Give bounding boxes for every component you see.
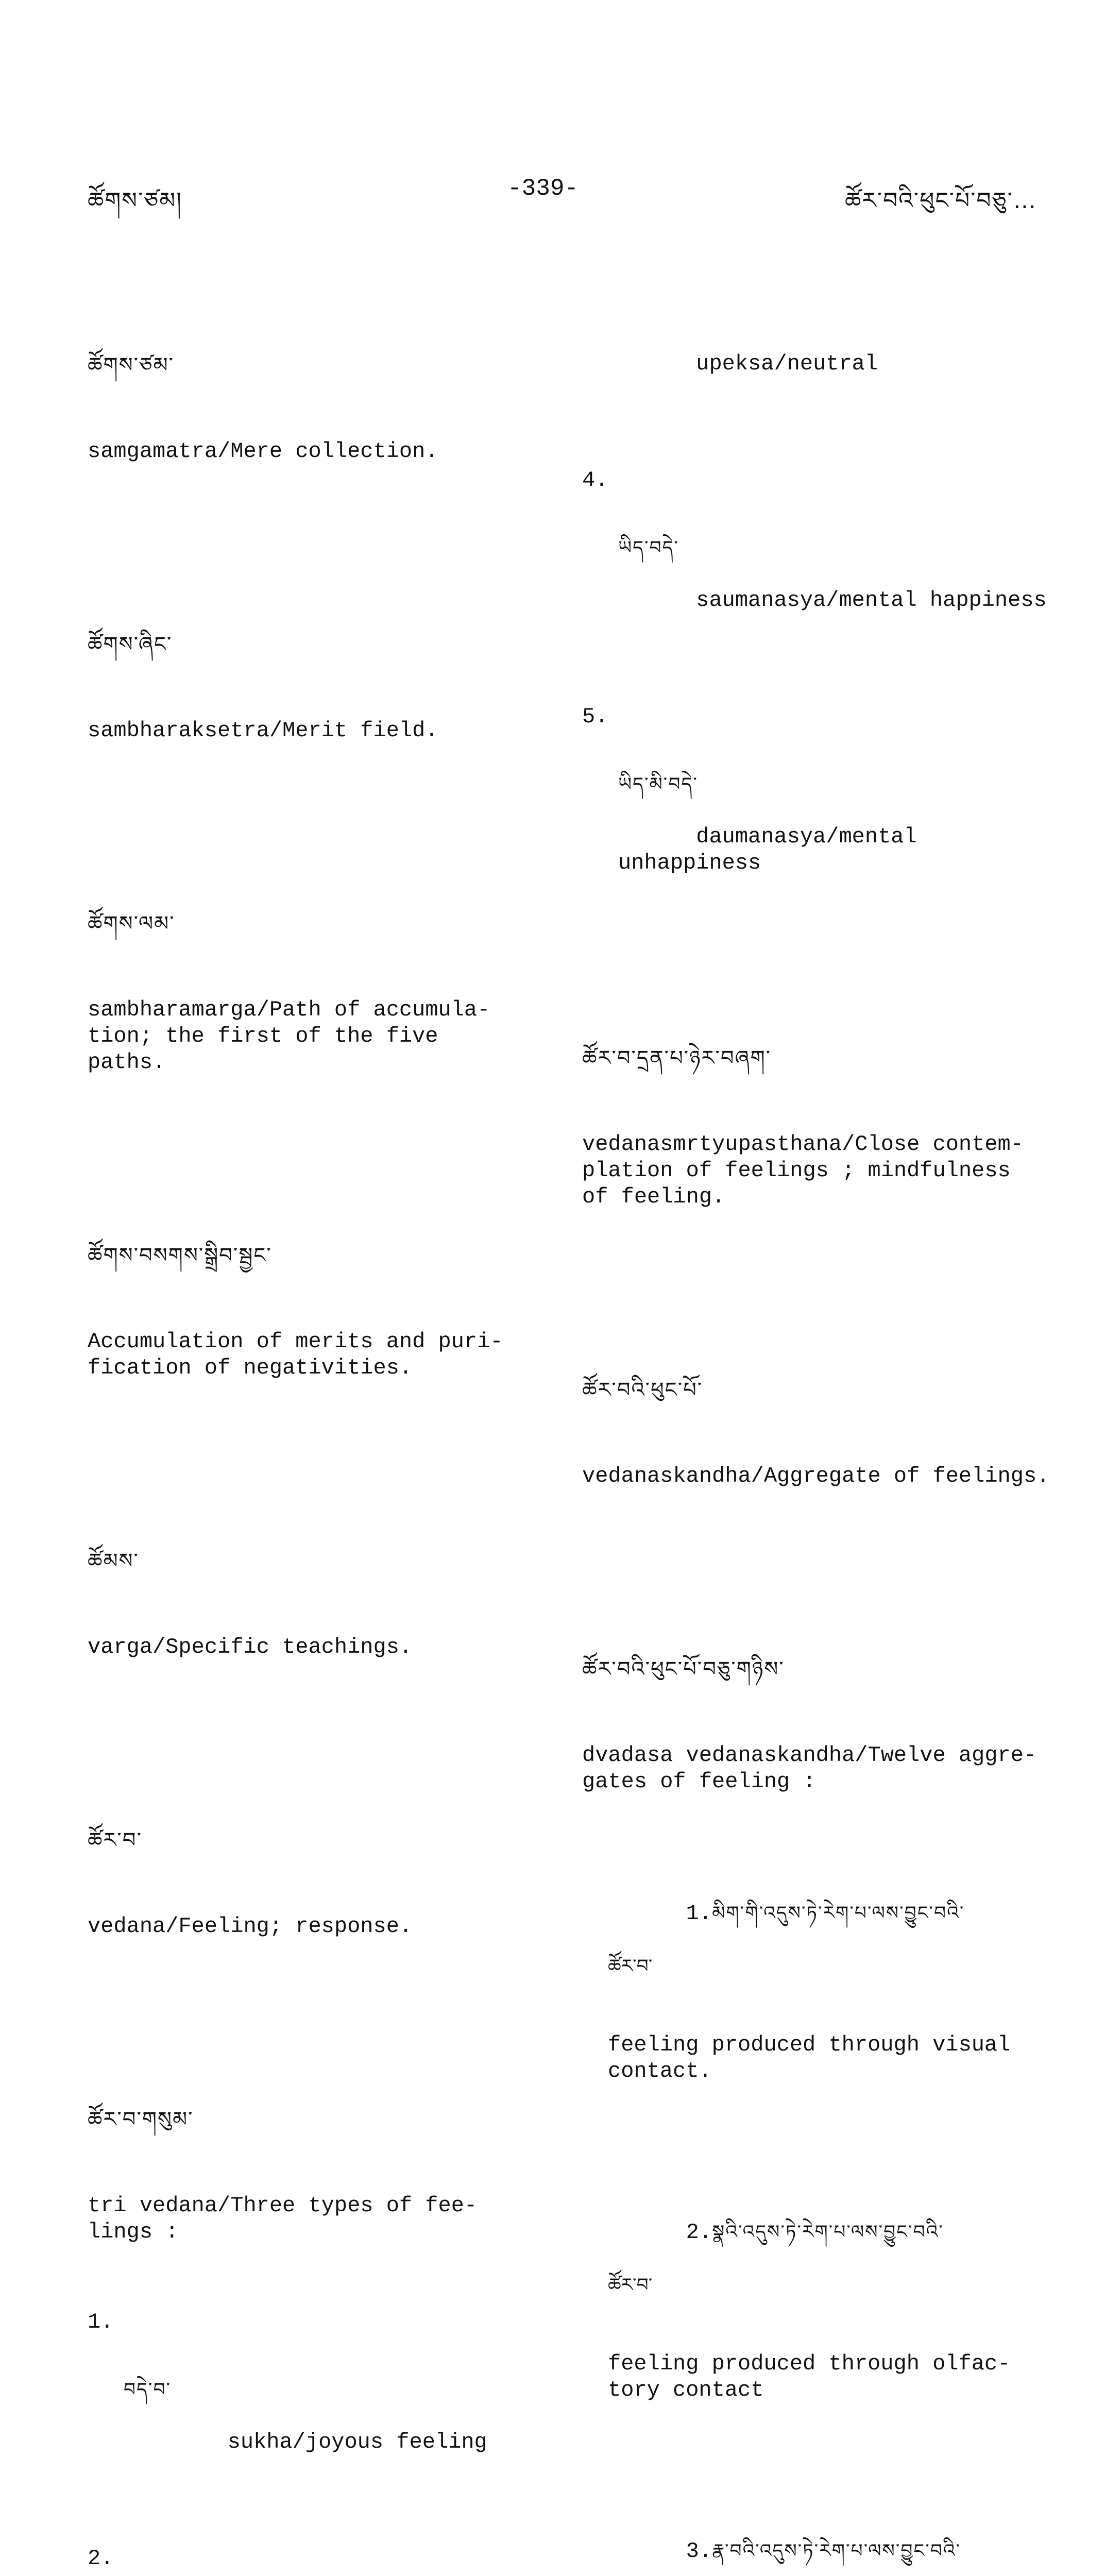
item-tibetan: སྣའི་འདུས་ཏེ་རེག་པ་ལས་བྱུང་བའི་ <box>712 2222 944 2243</box>
item-tibetan: རྣ་བའི་འདུས་ཏེ་རེག་པ་ལས་བྱུང་བའི་ <box>712 2540 961 2562</box>
entry-definition: sambharamarga/Path of accumula- tion; the first of the five paths. <box>88 997 490 1075</box>
entry-definition: varga/Specific teachings. <box>88 1635 413 1659</box>
entry-definition: samgamatra/Mere collection. <box>88 439 438 464</box>
list-item <box>582 692 1056 903</box>
item-tibetan: ཡིད་བདེ་ <box>618 537 679 558</box>
entry <box>88 579 541 796</box>
entry-headword: ཚོར་བ་གསུམ་ <box>88 2108 194 2131</box>
entry-definition: vedanasmrtyupasthana/Close contem- plation of feelings ; mindfulness of feeling. <box>582 1132 1024 1209</box>
page-number: -339- <box>507 175 579 202</box>
list-item <box>582 456 1056 640</box>
item-english: saumanasya/mental happiness <box>696 588 1047 613</box>
item-english: sukha/joyous feeling <box>227 2430 487 2454</box>
item-english: feeling produced through visual contact. <box>608 2032 1011 2083</box>
item-tibetan-2: ཚོར་བ་ <box>608 1956 653 1977</box>
entry-headword: ཚོར་བའི་ཕུང་པོ་བཅུ་གཉིས་ <box>582 1657 785 1681</box>
entry-definition: vedana/Feeling; response. <box>88 1914 413 1939</box>
entry-headword: ཚོར་བ་ <box>88 1828 142 1852</box>
left-column <box>88 247 541 2576</box>
entry-headword: ཚོམས་ <box>88 1549 139 1573</box>
entry <box>88 858 541 1128</box>
entry <box>88 1496 541 1713</box>
item-tibetan: ཡིད་མི་བདེ་ <box>618 774 698 795</box>
running-head-left: ཚོགས་ཙམ། <box>88 188 182 214</box>
entry-definition: Accumulation of merits and puri- fication of negativities. <box>88 1329 503 1380</box>
entry-headword: ཚོགས་ཙམ་ <box>88 353 174 377</box>
entry-headword: ཚོར་བ་དྲན་པ་ཉེར་བཞག་ <box>582 1046 772 1070</box>
right-column <box>582 272 1056 2576</box>
item-number: 2. <box>88 2546 114 2571</box>
list-item-continued <box>582 325 1056 403</box>
list-item <box>582 2512 1056 2576</box>
item-english: feeling produced through olfac- tory contact <box>608 2351 1011 2402</box>
entry <box>88 300 541 517</box>
entry-definition: vedanaskandha/Aggregate of feelings. <box>582 1464 1050 1488</box>
entry <box>582 1325 1056 1542</box>
item-number: 4. <box>582 468 608 493</box>
entry <box>88 2054 541 2576</box>
entry <box>582 1604 1056 2576</box>
entry-headword: ཚོགས་ལམ་ <box>88 912 175 936</box>
item-number: 5. <box>582 704 608 729</box>
item-number: 1. <box>686 1901 712 1926</box>
item-tibetan: མིག་གི་འདུས་ཏེ་རེག་པ་ལས་བྱུང་བའི་ <box>712 1903 965 1924</box>
item-tibetan: བདེ་བ་ <box>124 2379 172 2400</box>
entry-definition: tri vedana/Three types of fee- lings : <box>88 2193 478 2244</box>
entry-definition: sambharaksetra/Merit field. <box>88 718 438 743</box>
entry-headword: ཚོགས་བསགས་སྒྲིབ་སྦྱང་ <box>88 1244 272 1267</box>
item-english: upeksa/neutral <box>696 351 878 376</box>
item-english: daumanasya/mental unhappiness <box>618 824 930 875</box>
item-number: 1. <box>88 2310 114 2334</box>
list-item <box>582 2193 1056 2456</box>
entry <box>88 1775 541 1992</box>
list-item <box>88 2298 541 2482</box>
entry-definition: dvadasa vedanaskandha/Twelve aggre- gates of feeling : <box>582 1743 1037 1794</box>
entry-headword: ཚོར་བའི་ཕུང་པོ་ <box>582 1378 703 1402</box>
list-item <box>88 2534 541 2576</box>
entry-headword: ཚོགས་ཞིང་ <box>88 633 173 656</box>
entry <box>582 993 1056 1263</box>
item-tibetan-2: ཚོར་བ་ <box>608 2275 653 2296</box>
item-number: 3. <box>686 2539 712 2564</box>
item-number: 2. <box>686 2220 712 2245</box>
entry <box>88 1190 541 1434</box>
running-head-right: ཚོར་བའི་ཕུང་པོ་བཅུ་… <box>845 188 1037 214</box>
list-item <box>582 1874 1056 2137</box>
